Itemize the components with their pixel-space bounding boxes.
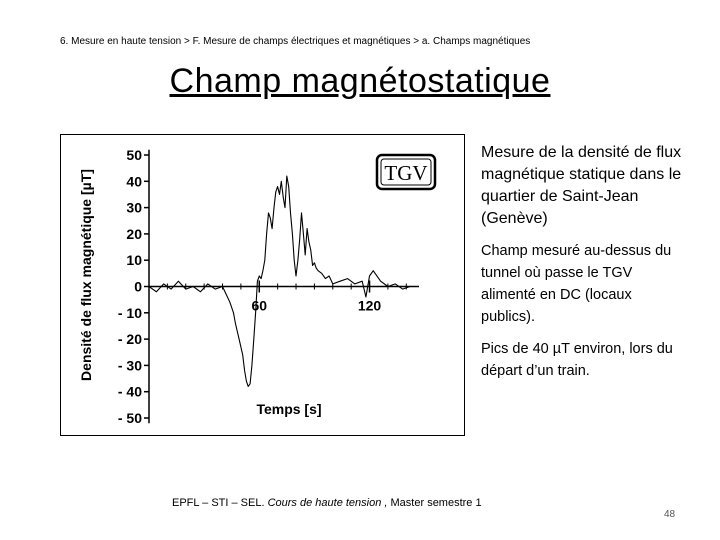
y-tick-label: 50 <box>126 147 142 163</box>
x-tick-label: 60 <box>251 297 268 314</box>
y-tick-label: 40 <box>126 173 142 190</box>
y-tick-label: 10 <box>126 252 142 269</box>
chart-figure <box>60 134 465 436</box>
side-paragraph-field: Champ mesuré au-dessus du tunnel où passe le TGV alimenté en DC (locaux publics). <box>481 243 672 325</box>
x-tick-label: 120 <box>357 297 382 314</box>
footer-semester: Master semestre 1 <box>390 497 482 509</box>
y-tick-label: - 20 <box>117 331 142 348</box>
y-tick-label: - 30 <box>117 357 142 374</box>
tgv-badge-label: TGV <box>384 161 428 185</box>
footer-org: EPFL – STI – SEL. <box>172 497 265 509</box>
y-tick-label: 0 <box>134 278 142 295</box>
side-paragraph-peaks: Pics de 40 µT environ, lors du départ d’un train. <box>481 341 673 379</box>
y-tick-label: 20 <box>126 225 142 242</box>
breadcrumb: 6. Mesure en haute tension > F. Mesure de champs électriques et magnétiques > a. Champs magnétiques <box>60 36 531 47</box>
side-text <box>481 142 686 392</box>
footer-course: Cours de haute tension , <box>267 497 388 509</box>
tgv-badge <box>377 155 435 189</box>
x-axis-label: Temps [s] <box>256 401 322 417</box>
page-title: Champ magnétostatique <box>169 62 551 100</box>
page-number: 48 <box>664 509 676 520</box>
y-tick-label: 30 <box>126 199 142 216</box>
series-line <box>149 176 417 386</box>
y-tick-label: - 50 <box>117 410 142 426</box>
chart-svg <box>61 135 464 435</box>
y-tick-label: - 10 <box>117 304 142 321</box>
side-heading: Mesure de la densité de flux magnétique statique dans le quartier de Saint-Jean (Genève) <box>481 144 682 227</box>
y-axis-label: Densité de flux magnétique [µT] <box>78 169 94 381</box>
footer <box>172 497 482 509</box>
y-tick-label: - 40 <box>117 383 142 400</box>
